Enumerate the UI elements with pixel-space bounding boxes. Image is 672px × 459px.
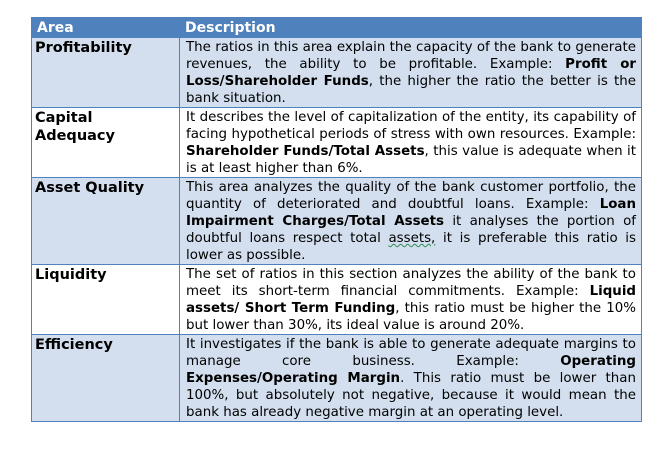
area-cell: Capital Adequacy xyxy=(32,108,180,178)
table-row-capital-adequacy xyxy=(32,108,642,178)
table-header-row xyxy=(32,18,642,38)
description-text: It describes the level of capitalization of the entity, its capability of facing hypothetical periods of stress with own resources. Example: xyxy=(186,110,636,142)
example-ratio: Loan Impairment Charges/Total Assets xyxy=(186,197,636,229)
ratio-table-container xyxy=(31,17,641,422)
table-row-efficiency xyxy=(32,335,642,422)
description-text: This area analyzes the quality of the bank customer portfolio, the quantity of deteriorated and doubtful loans. Example: xyxy=(186,180,636,212)
description-text: The ratios in this area explain the capacity of the bank to generate revenues, the ability to be profitable. Example: xyxy=(186,40,636,72)
example-ratio: Profit or Loss/Shareholder Funds xyxy=(186,57,636,89)
description-cell xyxy=(180,38,642,108)
description-text: , this ratio must be higher the 10% but lower than 30%, its ideal value is around 20%. xyxy=(186,301,636,333)
description-text: , the higher the ratio the better is the bank situation. xyxy=(186,74,636,106)
example-ratio: Liquid assets/ Short Term Funding xyxy=(186,284,636,316)
description-text: It investigates if the bank is able to generate adequate margins to manage core business. Example: xyxy=(186,337,636,369)
description-text: , this value is adequate when it is at least higher than 6%. xyxy=(186,144,636,176)
header-description: Description xyxy=(180,18,642,38)
ratio-areas-table xyxy=(31,17,642,422)
area-cell: Liquidity xyxy=(32,265,180,335)
description-text: it is preferable this ratio is lower as possible. xyxy=(186,231,636,263)
area-cell: Asset Quality xyxy=(32,178,180,265)
description-text: . This ratio must be lower than 100%, but absolutely not negative, because it would mean the bank has already negative margin at an operating level. xyxy=(186,371,636,420)
description-text: it analyses the portion of doubtful loans respect total xyxy=(186,214,636,246)
description-cell xyxy=(180,108,642,178)
area-cell: Efficiency xyxy=(32,335,180,422)
description-cell xyxy=(180,178,642,265)
area-cell: Profitability xyxy=(32,38,180,108)
description-cell xyxy=(180,335,642,422)
example-ratio: Operating Expenses/Operating Margin xyxy=(186,354,636,386)
description-text: The set of ratios in this section analyzes the ability of the bank to meet its short-term financial commitments. Example: xyxy=(186,267,636,299)
table-row-liquidity xyxy=(32,265,642,335)
spellcheck-underlined-word: assets, xyxy=(388,231,436,246)
table-row-profitability xyxy=(32,38,642,108)
table-row-asset-quality xyxy=(32,178,642,265)
header-area: Area xyxy=(32,18,180,38)
example-ratio: Shareholder Funds/Total Assets xyxy=(186,144,425,159)
description-cell xyxy=(180,265,642,335)
